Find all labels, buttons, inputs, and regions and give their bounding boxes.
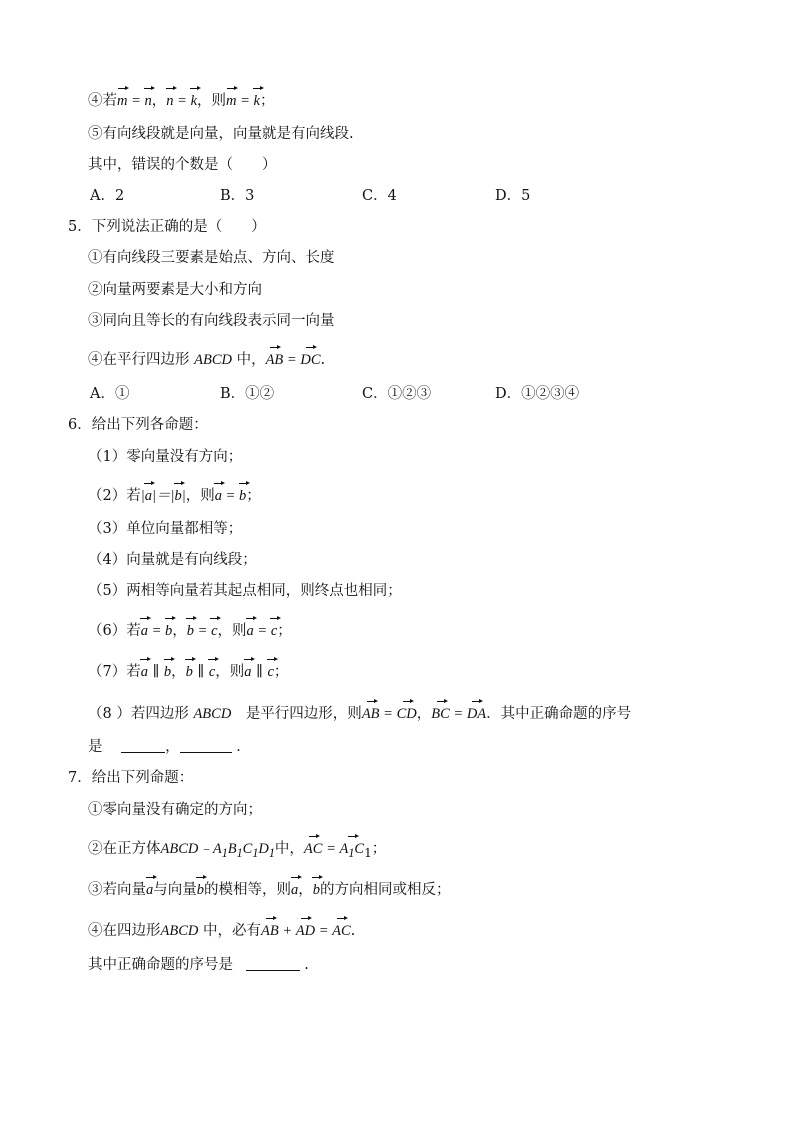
- q7-item-4: ④在四边形ABCD 中，必有AB + AD = AC.: [88, 918, 355, 941]
- q4-option-b: B．3: [220, 188, 255, 204]
- q6-prop-6: （6）若a = b，b = c，则a = c；: [88, 618, 292, 641]
- q5-option-a: A．①: [90, 386, 130, 402]
- q7-stem: 7．给出下列命题：: [68, 770, 194, 786]
- q6-answer-line: 是 ， ．: [88, 739, 251, 755]
- q5-item-1: ①有向线段三要素是始点、方向、长度: [88, 250, 335, 266]
- q7-answer-line: 其中正确命题的序号是 .: [88, 957, 309, 973]
- q6-prop-1: （1）零向量没有方向；: [88, 449, 243, 465]
- q6-prop-4: （4）向量就是有向线段；: [88, 552, 257, 568]
- q4-question: 其中，错误的个数是（ ）: [88, 157, 277, 173]
- q5-option-b: B．①②: [220, 386, 275, 402]
- q4-option-c: C．4: [362, 188, 397, 204]
- q4-option-a: A．2: [90, 188, 125, 204]
- q5-item-2: ②向量两要素是大小和方向: [88, 282, 262, 298]
- q5-stem: 5．下列说法正确的是（ ）: [68, 219, 266, 235]
- q7-item-2: ②在正方体$ABCD﹣A_1B_1C_1D_1$中，AC = $A_1C_1$；: [88, 836, 386, 863]
- q4-option-d: D．5: [495, 188, 531, 204]
- q6-answer-blank-2[interactable]: [180, 738, 232, 753]
- q6-prop-2: （2）若|a|＝|b|，则a = b；: [88, 483, 261, 506]
- q6-prop-7: （7）若a ∥ b，b ∥ c，则a ∥ c；: [88, 659, 288, 682]
- q6-prop-5: （5）两相等向量若其起点相同，则终点也相同；: [88, 583, 402, 599]
- q4-item-5: ⑤有向线段就是向量，向量就是有向线段.: [88, 126, 354, 142]
- q7-answer-blank[interactable]: [246, 956, 300, 971]
- q4-item-4: ④若m = n，n = k，则m = k；: [88, 88, 274, 111]
- q5-item-3: ③同向且等长的有向线段表示同一向量: [88, 313, 335, 329]
- q6-prop-8: （8 ）若四边形 ABCD 是平行四边形，则AB = CD，BC = DA．其中正确命题的序号: [88, 701, 631, 724]
- q7-item-1: ①零向量没有确定的方向；: [88, 802, 262, 818]
- q5-option-c: C．①②③: [362, 386, 432, 402]
- q6-prop-3: （3）单位向量都相等；: [88, 521, 243, 537]
- q6-stem: 6．给出下列各命题：: [68, 417, 208, 433]
- q5-item-4: ④在平行四边形 ABCD 中，AB = DC.: [88, 347, 325, 370]
- q5-option-d: D．①②③④: [495, 386, 580, 402]
- q7-item-3: ③若向量a与向量b的模相等，则a，b的方向相同或相反；: [88, 877, 451, 900]
- q6-answer-blank-1[interactable]: [121, 738, 165, 753]
